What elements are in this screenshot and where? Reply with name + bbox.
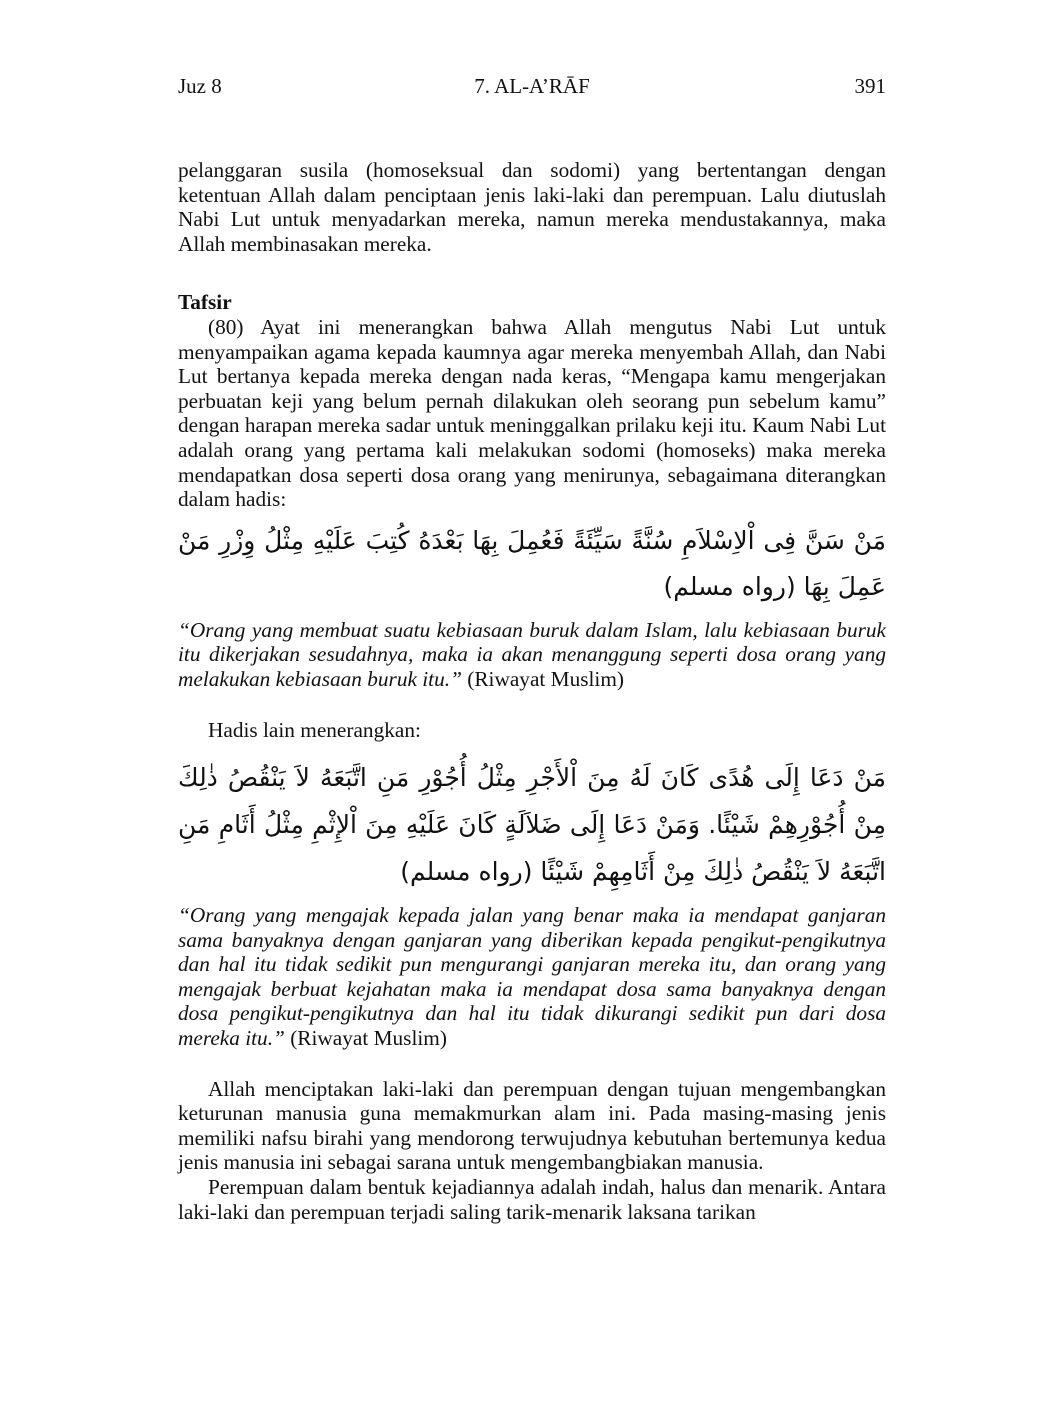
hadith-2-translation-block: [178, 903, 886, 1051]
page-number: 391: [854, 74, 886, 98]
hadith-2-source: (Riwayat Muslim): [290, 1026, 447, 1051]
hadith-2-arabic: مَنْ دَعَا إِلَى هُدًى كَانَ لَهُ مِنَ اْلأَجْرِ مِثْلُ أُجُوْرِ مَنِ اتَّبَعَهُ لاَ يَنْقُصُ ذٰلِكَ مِنْ أُجُوْرِهِمْ شَيْئًا. وَمَنْ دَعَا إِلَى ضَلاَلَةٍ كَانَ عَلَيْهِ مِنَ اْلإِثْمِ مِثْلُ أَثَامِ مَنِ اتَّبَعَهُ لاَ يَنْقُصُ ذٰلِكَ مِنْ أَثَامِهِمْ شَيْئًا (رواه مسلم): [178, 763, 886, 887]
juz-label: Juz 8: [178, 74, 222, 98]
section-heading: Tafsir: [178, 290, 232, 315]
paragraph-allah: Allah menciptakan laki-laki dan perempuan dengan tujuan mengembangkan keturunan manusia guna memakmurkan alam ini. Pada masing-masing jenis memiliki nafsu birahi yang mendorong terwujudnya kebutuhan bertemunya kedua jenis manusia ini sebagai sarana untuk mengembangbiakan manusia.: [178, 1076, 886, 1175]
paragraph-perempuan: Perempuan dalam bentuk kejadiannya adalah indah, halus dan menarik. Antara laki-laki dan perempuan terjadi saling tarik-menarik laksana tarikan: [178, 1175, 886, 1224]
hadith-1-translation: “Orang yang membuat suatu kebiasaan buruk dalam Islam, lalu kebiasaan buruk itu dikerjakan sesudahnya, maka ia akan menanggung seperti dosa orang yang melakukan kebiasaan buruk itu.”: [178, 617, 886, 691]
page-body: [178, 158, 886, 1224]
hadith-1-arabic: مَنْ سَنَّ فِى اْلاِسْلاَمِ سُنَّةً سَيِّئَةً فَعُمِلَ بِهَا بَعْدَهُ كُتِبَ عَلَيْهِ مِثْلُ وِزْرِ مَنْ عَمِلَ بِهَا (رواه مسلم): [178, 525, 886, 601]
page-header: [178, 74, 886, 104]
hadith-2-intro: Hadis lain menerangkan:: [208, 717, 421, 742]
hadith-2-translation: “Orang yang mengajak kepada jalan yang benar maka ia mendapat ganjaran sama banyaknya dengan ganjaran yang diberikan kepada pengikut-pengikutnya dan hal itu tidak sedikit pun mengurangi ganjaran mereka itu, dan orang yang mengajak berbuat kejahatan maka ia mendapat dosa sama banyaknya dengan dosa pengikut-pengikutnya dan hal itu tidak dikurangi sedikit pun dari dosa mereka itu.”: [178, 903, 886, 1051]
intro-paragraph: pelanggaran susila (homoseksual dan sodomi) yang bertentangan dengan ketentuan Allah dalam penciptaan jenis laki-laki dan perempuan. Lalu diutuslah Nabi Lut untuk menyadarkan mereka, namun mereka mendustakannya, maka Allah membinasakan mereka.: [178, 158, 886, 256]
hadith-1-source: (Riwayat Muslim): [467, 666, 625, 691]
tafsir-paragraph: (80) Ayat ini menerangkan bahwa Allah mengutus Nabi Lut untuk menyampaikan agama kepada kaumnya agar mereka menyembah Allah, dan Nabi Lut bertanya kepada mereka dengan nada keras, “Mengapa kamu mengerjakan perbuatan keji yang belum pernah dilakukan oleh seorang pun sebelum kamu” dengan harapan mereka sadar untuk meninggalkan prilaku keji itu. Kaum Nabi Lut adalah orang yang pertama kali melakukan sodomi (homoseks) maka mereka mendapatkan dosa seperti dosa orang yang menirunya, sebagaimana diterangkan dalam hadis:: [178, 314, 886, 512]
hadith-1-translation-block: [178, 618, 886, 692]
surah-title: 7. AL-A’RĀF: [474, 74, 590, 98]
